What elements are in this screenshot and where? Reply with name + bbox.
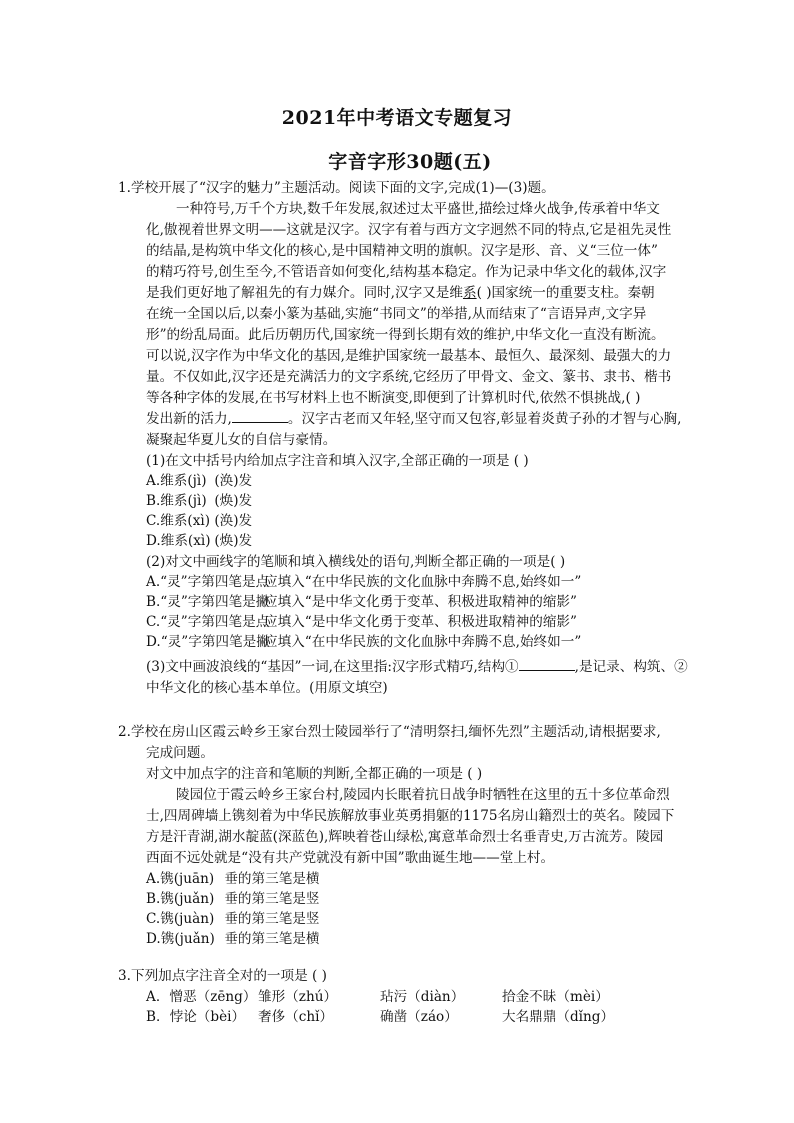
q1-sub3-text: ,是记录、构筑、②: [574, 659, 688, 675]
q1-stem: 1.学校开展了“汉字的魅力”主题活动。阅读下面的文字,完成(1)—(3)题。: [118, 180, 555, 196]
q1-para-line: 形”的纷乱局面。此后历朝历代,国家统一得到长期有效的维护,中华文化一直没有断流。: [146, 327, 665, 343]
q1-sub2-option-c[interactable]: [146, 612, 577, 632]
q2-para-line: 士,四周碑墙上镌刻着为中华民族解放事业英勇捐躯的1175名房山籍烈士的英名。陵园下: [146, 808, 675, 824]
q1-sub1-option-b[interactable]: [146, 491, 252, 511]
q2-stem-cont: 完成问题。: [146, 745, 214, 761]
option-text: 应填入“在中华民族的文化血脉中奔腾不息,始终如一”: [264, 574, 582, 590]
q1-para-text: 是我们更好地了解祖先的有力媒介。同时,汉字又是维: [146, 285, 463, 301]
option-label: B.镌(juǎn): [146, 891, 215, 907]
option-text: 垂的第三笔是竖: [224, 891, 320, 907]
option-label: B.“灵”字第四笔是撇: [146, 594, 270, 610]
option-item: 大名鼎鼎（dǐng）: [502, 1009, 615, 1025]
option-text: (焕)发: [214, 533, 253, 549]
option-item: 确凿（záo）: [380, 1009, 458, 1025]
q1-para-line: 在统一全国以后,以秦小篆为基础,实施“书同文”的举措,从而结束了“言语异声,文字异: [146, 306, 647, 322]
option-item: 拾金不昧（mèi）: [502, 989, 609, 1005]
q3-option-b[interactable]: [146, 1007, 614, 1027]
option-item: 雏形（zhú）: [258, 989, 338, 1005]
fill-blank[interactable]: [519, 658, 575, 671]
q1-para-line: 凝聚起华夏儿女的自信与豪情。: [146, 432, 337, 448]
option-text: (涣)发: [214, 473, 253, 489]
option-label: C.维系(xì): [146, 513, 211, 529]
q2-ask: 对文中加点字的注音和笔顺的判断,全都正确的一项是 ( ): [146, 766, 483, 782]
option-label: C.镌(juàn): [146, 911, 215, 927]
q2-option-d[interactable]: [146, 929, 319, 949]
option-label: B.维系(jì): [146, 493, 207, 509]
option-item: A．憎恶（zēng）: [146, 989, 257, 1005]
option-text: 垂的第三笔是竖: [224, 911, 320, 927]
option-label: A.镌(juān): [146, 871, 215, 887]
option-text: 垂的第三笔是横: [224, 931, 320, 947]
document-subtitle: 字音字形30题(五): [328, 151, 492, 173]
q1-para-text: 发出新的活力,: [146, 411, 232, 427]
q1-para-line: 一种符号,万千个方块,数千年发展,叙述过太平盛世,描绘过烽火战争,传承着中华文: [176, 201, 660, 217]
q1-para-line: 的精巧符号,创生至今,不管语音如何变化,结构基本稳定。作为记录中华文化的载体,汉字: [146, 264, 667, 280]
q1-para-text: ( )国家统一的重要支柱。秦朝: [476, 285, 655, 301]
q2-option-b[interactable]: [146, 889, 319, 909]
q3-option-a[interactable]: [146, 987, 609, 1007]
option-label: D.镌(juǎn): [146, 931, 215, 947]
option-item: 玷污（diàn）: [380, 989, 465, 1005]
q1-sub2-option-d[interactable]: [146, 632, 581, 652]
q1-para-line: [146, 283, 655, 303]
option-text: (焕)发: [214, 493, 253, 509]
q3-stem: 3.下列加点字注音全对的一项是 ( ): [118, 968, 327, 984]
option-label: D.“灵”字第四笔是撇: [146, 634, 270, 650]
fill-blank[interactable]: [232, 410, 288, 423]
q1-para-line: 等各种字体的发展,在书写材料上也不断演变,即便到了计算机时代,依然不惧挑战,( ): [146, 390, 641, 406]
option-text: 垂的第三笔是横: [224, 871, 320, 887]
option-text: 应填入“是中华文化勇于变革、积极进取精神的缩影”: [264, 594, 577, 610]
q2-para-line: 西面不远处就是“没有共产党就没有新中国”歌曲诞生地——堂上村。: [146, 850, 555, 866]
q1-para-line: [146, 409, 681, 429]
q1-para-text: 。汉字古老而又年轻,坚守而又包容,彰显着炎黄子孙的才智与心胸,: [287, 411, 682, 427]
option-item: B．悖论（bèi）: [146, 1009, 246, 1025]
q1-sub3-stem: [146, 657, 688, 677]
q2-stem: 2.学校在房山区霞云岭乡王家台烈士陵园举行了“清明祭扫,缅怀先烈”主题活动,请根据要求,: [118, 724, 661, 740]
option-text: 应填入“在中华民族的文化血脉中奔腾不息,始终如一”: [264, 634, 582, 650]
option-label: A.“灵”字第四笔是点: [146, 574, 270, 590]
option-item: 奢侈（chǐ）: [258, 1009, 334, 1025]
q1-para-line: 化,傲视着世界文明——这就是汉字。汉字有着与西方文字迥然不同的特点,它是祖先灵性: [146, 222, 672, 238]
q1-sub2-option-a[interactable]: [146, 572, 581, 592]
q1-sub1-stem: (1)在文中括号内给加点字注音和填入汉字,全部正确的一项是 ( ): [146, 453, 529, 469]
document-title: 2021年中考语文专题复习: [281, 107, 513, 129]
q2-para-line: 方是汗青湖,湖水靛蓝(深蓝色),辉映着苍山绿松,寓意革命烈士名垂青史,万古流芳。陵园: [146, 829, 664, 845]
q2-option-c[interactable]: [146, 909, 319, 929]
q2-option-a[interactable]: [146, 869, 319, 889]
option-text: 应填入“是中华文化勇于变革、积极进取精神的缩影”: [264, 614, 577, 630]
q1-sub1-option-d[interactable]: [146, 531, 252, 551]
q1-para-line: 可以说,汉字作为中华文化的基因,是维护国家统一最基本、最恒久、最深刻、最强大的力: [146, 348, 672, 364]
q1-para-line: 量。不仅如此,汉字还是充满活力的文字系统,它经历了甲骨文、金文、篆书、隶书、楷书: [146, 369, 672, 385]
option-label: A.维系(jì): [146, 473, 207, 489]
option-text: (涣)发: [214, 513, 253, 529]
q1-sub3-text: (3)文中画波浪线的“基因”一词,在这里指:汉字形式精巧,结构①: [146, 659, 519, 675]
underlined-char: 系: [462, 285, 477, 301]
q1-sub1-option-a[interactable]: [146, 471, 252, 491]
q1-sub2-stem: (2)对文中画线字的笔顺和填入横线处的语句,判断全都正确的一项是( ): [146, 554, 566, 570]
q1-sub2-option-b[interactable]: [146, 592, 577, 612]
q1-para-line: 的结晶,是构筑中华文化的核心,是中国精神文明的旗帜。汉字是形、音、义“三位一体”: [146, 243, 658, 259]
q2-para-line: 陵园位于霞云岭乡王家台村,陵园内长眠着抗日战争时牺牲在这里的五十多位革命烈: [176, 787, 670, 803]
q1-sub3-stem-cont: 中华文化的核心基本单位。(用原文填空): [146, 680, 388, 696]
option-label: C.“灵”字第四笔是点: [146, 614, 270, 630]
q1-sub1-option-c[interactable]: [146, 511, 252, 531]
option-label: D.维系(xì): [146, 533, 211, 549]
